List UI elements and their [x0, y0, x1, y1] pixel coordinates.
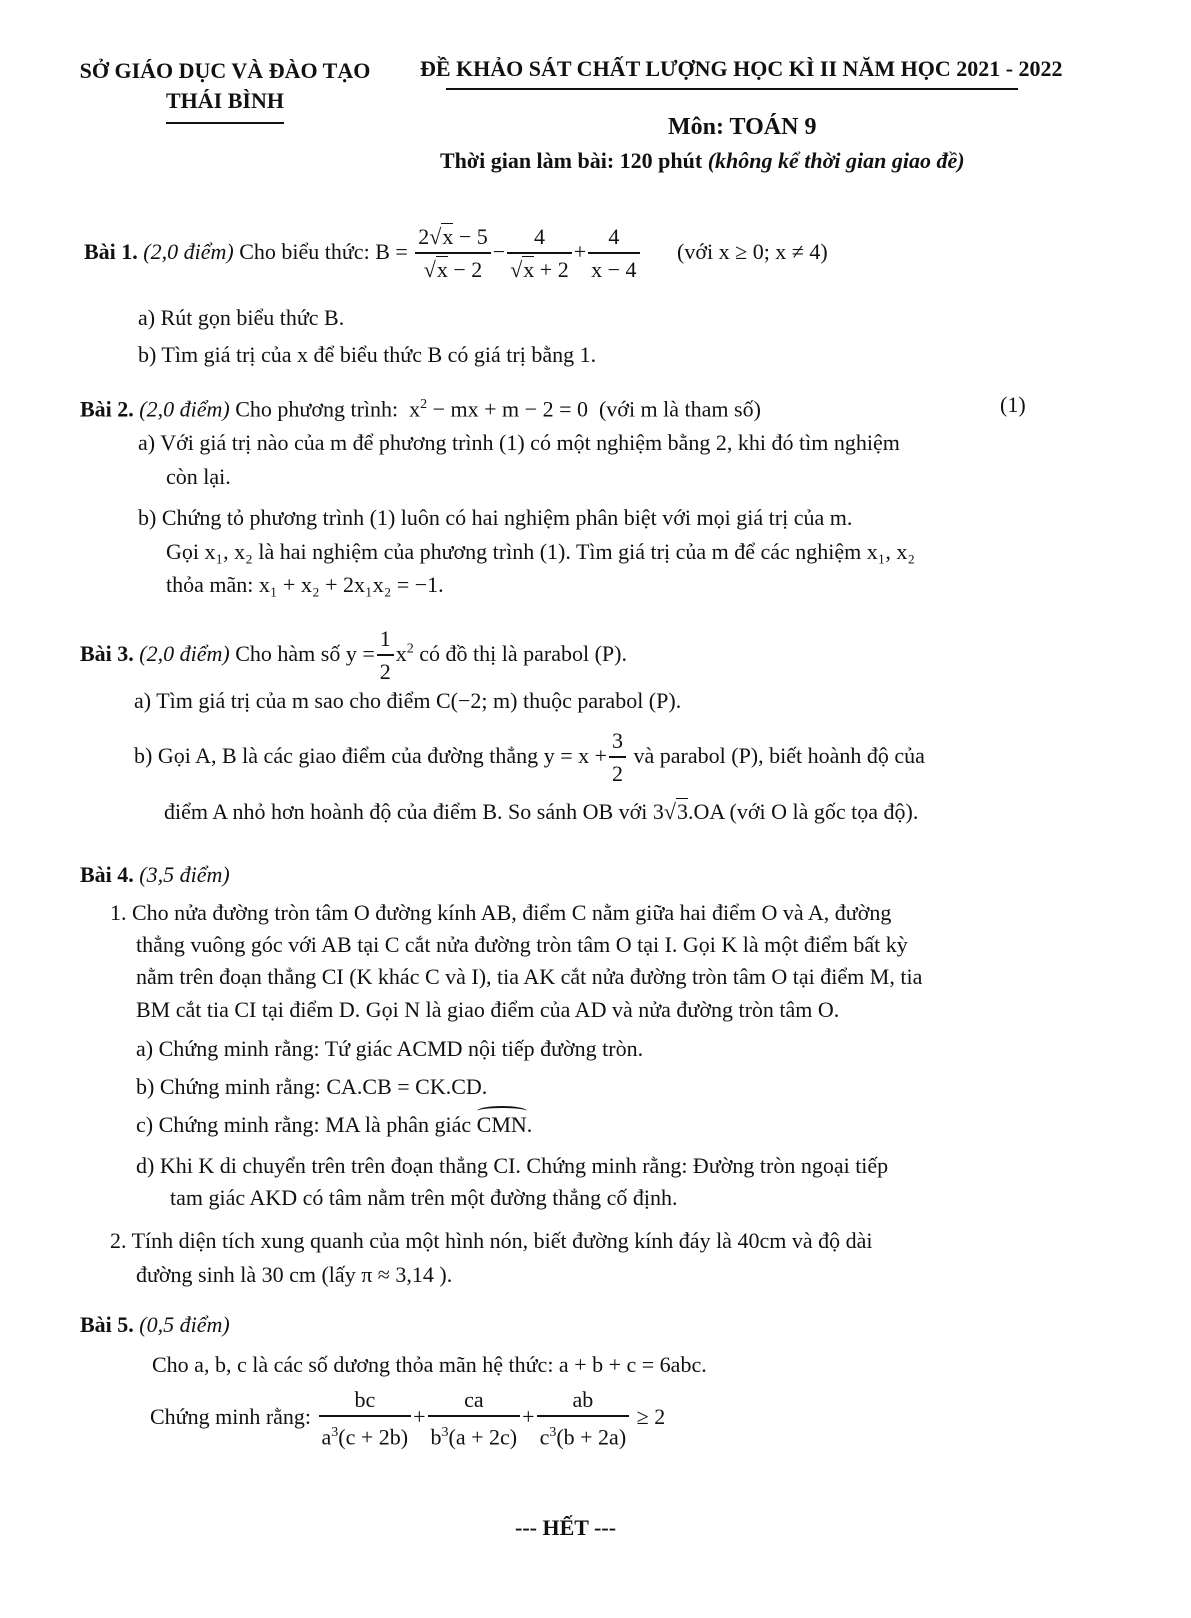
- math-exponent: 2: [406, 641, 414, 657]
- bai4-p2-line2: đường sinh là 30 cm (lấy π ≈ 3,14 ).: [136, 1262, 453, 1287]
- math-operator: +: [413, 1404, 426, 1430]
- math-term: 4: [608, 224, 620, 249]
- bai5-heading: [80, 1310, 230, 1340]
- subject: Môn: TOÁN 9: [668, 114, 817, 140]
- question-title: Bài 4.: [80, 862, 134, 887]
- math-term: x: [395, 641, 407, 667]
- text: .: [526, 1112, 533, 1137]
- math-term: + 2: [534, 257, 569, 282]
- sqrt: √x: [510, 257, 535, 282]
- math-term: − mx + m − 2 = 0: [427, 396, 588, 422]
- question-points: (3,5 điểm): [139, 862, 230, 887]
- sqrt: √3: [663, 799, 688, 824]
- math-operator: +: [573, 239, 587, 265]
- math-term: ca: [464, 1387, 484, 1412]
- bai2-part-a-line2: còn lại.: [166, 464, 231, 489]
- math-term: x: [436, 257, 448, 282]
- question-points: (2,0 điểm): [139, 641, 230, 667]
- end-marker: --- HẾT ---: [515, 1515, 617, 1540]
- math-term: 1: [379, 626, 391, 651]
- math-expression: x₁ + x₂ + 2x₁x₂ = −1.: [258, 572, 444, 597]
- divider: [166, 122, 284, 124]
- fraction: [415, 222, 491, 286]
- math-term: 2: [377, 654, 394, 688]
- math-term: c: [539, 1424, 550, 1450]
- text: Chứng minh rằng:: [150, 1404, 312, 1430]
- bai4-p1-line2: thẳng vuông góc với AB tại C cắt nửa đường tròn tâm O tại I. Gọi K là một điểm bất kỳ: [136, 932, 908, 957]
- bai1-statement: [84, 222, 828, 286]
- fraction: [609, 726, 626, 790]
- math-term: 3: [652, 799, 664, 824]
- math-term: y =: [345, 641, 375, 667]
- math-exponent: 3: [549, 1425, 557, 1440]
- question-intro: Cho hàm số: [235, 641, 341, 667]
- bai4-p2-line1: 2. Tính diện tích xung quanh của một hình nón, biết đường kính đáy là 40cm và độ dài: [110, 1228, 873, 1253]
- exam-title-block: [420, 56, 1063, 82]
- bai2-part-b-line1: b) Chứng tỏ phương trình (1) luôn có hai nghiệm phân biệt với mọi giá trị của m.: [138, 505, 853, 530]
- bai4-part-b: b) Chứng minh rằng: CA.CB = CK.CD.: [136, 1074, 488, 1099]
- fraction: [319, 1385, 412, 1453]
- question-points: (2,0 điểm): [143, 239, 234, 265]
- math-expression: B =: [375, 239, 408, 265]
- text: b) Gọi A, B là các giao điểm của đường thẳng: [134, 743, 539, 769]
- text: và parabol (P), biết hoành độ của: [633, 743, 925, 769]
- math-term: a: [321, 1424, 332, 1450]
- bai5-inequality: [150, 1385, 665, 1453]
- question-points: (2,0 điểm): [139, 396, 230, 422]
- province-name: THÁI BÌNH: [166, 88, 284, 113]
- bai3-part-b-line2: [164, 797, 918, 827]
- time-label: Thời gian làm bài: 120 phút: [440, 148, 703, 173]
- bai2-part-b-line2: Gọi x₁, x₂ là hai nghiệm của phương trình (1). Tìm giá trị của m để các nghiệm x₁, x₂: [166, 539, 916, 564]
- equation-label: (1): [1000, 392, 1026, 417]
- bai4-p1-line1: 1. Cho nửa đường tròn tâm O đường kính AB, điểm C nằm giữa hai điểm O và A, đường: [110, 900, 892, 925]
- math-operator: +: [522, 1404, 535, 1430]
- math-operator: −: [492, 239, 506, 265]
- question-intro: Cho phương trình:: [235, 396, 399, 422]
- bai1-part-a: a) Rút gọn biểu thức B.: [138, 305, 345, 330]
- math-term: (a + 2c): [448, 1424, 518, 1450]
- text: điểm A nhỏ hơn hoành độ của điểm B. So sánh OB với: [164, 799, 648, 824]
- bai2-part-a-line1: a) Với giá trị nào của m để phương trình (1) có một nghiệm bằng 2, khi đó tìm nghiệm: [138, 430, 900, 455]
- question-intro: Cho biểu thức:: [239, 239, 370, 265]
- fraction: [537, 1385, 630, 1453]
- bai3-statement: [80, 624, 627, 688]
- math-exponent: 2: [420, 397, 428, 412]
- fraction: [428, 1385, 521, 1453]
- math-term: x − 4: [588, 252, 639, 286]
- math-term: x: [442, 224, 454, 249]
- bai4-part-d-line1: d) Khi K di chuyển trên trên đoạn thẳng CI. Chứng minh rằng: Đường tròn ngoại tiếp: [136, 1153, 889, 1178]
- bai4-heading: [80, 860, 230, 890]
- bai4-part-d-line2: tam giác AKD có tâm nằm trên một đường thẳng cố định.: [170, 1185, 678, 1210]
- condition: (với x ≥ 0; x ≠ 4): [677, 239, 828, 265]
- exam-title: ĐỀ KHẢO SÁT CHẤT LƯỢNG HỌC KÌ II NĂM HỌC 2021 - 2022: [420, 56, 1063, 81]
- text: thỏa mãn:: [166, 572, 254, 597]
- text: .OA (với O là gốc tọa độ).: [688, 799, 919, 824]
- math-term: 3: [677, 799, 688, 824]
- math-term: ab: [572, 1387, 594, 1412]
- bai3-part-a: a) Tìm giá trị của m sao cho điểm C(−2; m) thuộc parabol (P).: [134, 688, 682, 713]
- math-term: 4: [533, 224, 545, 249]
- time-note: (không kể thời gian giao đề): [707, 148, 965, 173]
- question-title: Bài 2.: [80, 396, 134, 422]
- bai4-p1-line4: BM cắt tia CI tại điểm D. Gọi N là giao điểm của AD và nửa đường tròn tâm O.: [136, 997, 840, 1022]
- math-term: (c + 2b): [338, 1424, 409, 1450]
- math-term: (b + 2a): [556, 1424, 627, 1450]
- math-term: ≥ 2: [636, 1404, 666, 1430]
- math-term: y = x +: [543, 743, 608, 769]
- math-term: b: [430, 1424, 442, 1450]
- department-header: [70, 56, 380, 124]
- fraction: [507, 222, 572, 286]
- bai4-part-a: a) Chứng minh rằng: Tứ giác ACMD nội tiếp đường tròn.: [136, 1036, 644, 1061]
- math-term: − 5: [453, 224, 488, 249]
- bai4-part-c: [136, 1110, 532, 1140]
- math-term: x: [523, 257, 535, 282]
- bai5-line1: Cho a, b, c là các số dương thỏa mãn hệ thức: a + b + c = 6abc.: [152, 1352, 707, 1377]
- question-title: Bài 3.: [80, 641, 134, 667]
- department-name: SỞ GIÁO DỤC VÀ ĐÀO TẠO: [79, 58, 371, 83]
- question-title: Bài 5.: [80, 1312, 134, 1337]
- math-term: 2: [609, 756, 626, 790]
- math-term: − 2: [447, 257, 483, 282]
- fraction: [588, 222, 639, 286]
- exam-time: [440, 148, 965, 174]
- question-points: (0,5 điểm): [139, 1312, 230, 1337]
- bai2-statement: [80, 390, 761, 424]
- math-term: bc: [354, 1387, 376, 1412]
- text: c) Chứng minh rằng: MA là phân giác: [136, 1112, 472, 1137]
- text: có đồ thị là parabol (P).: [419, 641, 627, 667]
- angle-symbol: CMN: [477, 1110, 527, 1140]
- sqrt: √x: [429, 224, 454, 249]
- bai1-part-b: b) Tìm giá trị của x để biểu thức B có giá trị bằng 1.: [138, 342, 597, 367]
- math-term: 3: [612, 728, 624, 753]
- param-note: (với m là tham số): [598, 396, 761, 422]
- math-term: 2: [418, 224, 430, 249]
- fraction: [377, 624, 394, 688]
- question-title: Bài 1.: [84, 239, 138, 265]
- math-exponent: 3: [441, 1425, 449, 1440]
- sqrt: √x: [423, 257, 448, 282]
- math-term: x: [409, 396, 421, 422]
- bai2-part-b-line3: [166, 570, 444, 600]
- bai3-part-b-line1: [134, 726, 925, 790]
- divider: [446, 88, 1018, 90]
- math-exponent: 3: [331, 1425, 339, 1440]
- bai4-p1-line3: nằm trên đoạn thẳng CI (K khác C và I), tia AK cắt nửa đường tròn tâm O tại điểm M, tia: [136, 964, 923, 989]
